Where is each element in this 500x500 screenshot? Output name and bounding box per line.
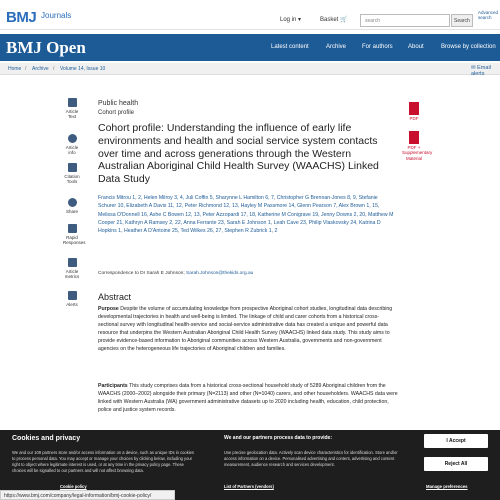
sidebar-article-text[interactable] <box>63 98 81 120</box>
cookie-title: Cookies and privacy <box>12 435 81 442</box>
accept-cookies-button[interactable]: I Accept <box>424 434 488 448</box>
purpose-text: Despite the volume of accumulating knowledge from prospective Aboriginal cohort studies, longitudinal data describing developmental trajectories in health and well-being is limited. The linkage of child and carer cohorts from a historical cross-sectional survey with longitudinal health-service and social-service administrative data has created a unique and powerful data resource that underpins the Western Australian Aboriginal Child Health Survey (WAACHS) linked data study. This study aims to provide evidence-based information to Aboriginal communities across Western Australia, governments and non-government agencies on the heterogeneous life trajectories of Aboriginal children and families. <box>98 306 393 353</box>
pdf-label: PDF <box>409 116 419 121</box>
status-bar-url: https://www.bmj.com/company/legal-information/bmj-cookie-policy/ <box>0 490 175 500</box>
pdf-icon <box>409 131 419 144</box>
author-list[interactable]: Francis Mitrou 1, 2, Helen Milroy 3, 4, Juli Coffin 5, Sharynne L Hamilton 6, 7, Christopher G Brennan-Jones 8, 9, Stefanie Schurer 10, Elizabeth A Davis 11, 12, Peter Richmond 12, 13, Hayley M Passmore 14, Glenn Pearson 7, Alex Brown 1, 15, Melissa O'Donnell 16, Ashe C Bowen 12, 13, Peter Azzopardi 17, 18, Katherine M Conigrave 19, Jenny Downs 2, 20, Matthew M Cooper 21, Kathryn A Ramsey 2, 22, Anna Ferrante 23, Sarah E Johnson 1, Leah Cave 23, Philip Vlaskovsky 24, Katrina D Hopkins 1, Heather A D'Antoine 25, Ted Wilkes 26, 27, Stephen R Zubrick 1, 2 <box>98 195 394 235</box>
journals-logo-text[interactable]: Journals <box>41 11 72 20</box>
correspondence-label: Correspondence to Dr Sarah E Johnson; <box>98 271 185 276</box>
sidebar-share[interactable] <box>63 198 81 214</box>
sidebar-alerts[interactable] <box>63 291 81 307</box>
breadcrumb-separator: / <box>53 66 55 72</box>
partners-text: Use precise geolocation data. Actively scan device characteristics for identification. Store and/or access information on a device. Personalised advertising and content, advertising and content measurement, audience research and services development. <box>224 450 398 468</box>
share-icon <box>68 198 77 207</box>
search-button[interactable]: Search <box>451 14 473 27</box>
info-icon <box>68 134 77 143</box>
basket-label: Basket <box>320 17 339 23</box>
mail-icon: ✉ <box>471 65 476 71</box>
nav-archive[interactable]: Archive <box>326 44 347 50</box>
bmj-logo[interactable]: BMJ <box>6 9 37 26</box>
correspondence-email[interactable]: Sarah.Johnson@thekids.org.au <box>186 271 254 276</box>
article-section[interactable]: Public health <box>98 100 139 107</box>
nav-for-authors[interactable]: For authors <box>362 44 393 50</box>
speech-bubble-icon <box>68 224 77 233</box>
mail-icon <box>68 291 77 300</box>
journal-title[interactable]: BMJ Open <box>6 38 86 57</box>
sidebar-article-info[interactable] <box>63 134 81 156</box>
sidebar-label: Rapid Responses <box>63 235 86 246</box>
abstract-purpose <box>98 305 398 353</box>
sidebar-label: Share <box>65 209 78 214</box>
sidebar-label: Article metrics <box>64 269 80 280</box>
search-input[interactable]: search <box>360 14 450 27</box>
article-title: Cohort profile: Understanding the influence of early life environments and health and social service system contacts over time and across generations through the Western Australian Aboriginal Child Health Survey (WAACHS) Linked Data Study <box>98 122 379 186</box>
email-alerts-link[interactable] <box>471 65 500 77</box>
nav-browse-by-collection[interactable]: Browse by collection <box>441 44 496 50</box>
nav-about[interactable]: About <box>408 44 424 50</box>
document-icon <box>68 98 77 107</box>
participants-text: This study comprises data from a historical cross-sectional household study of 5289 Aboriginal children from the WAACHS (2000–2002) alongside their primary (N=2113) and other (N=1040) carers, and other householders. WAACHS data were linked with Western Australia (WA) government administrative datasets up to 2020 including health, education, child protection, police and justice system records. <box>98 383 398 414</box>
email-alerts-label: Email alerts <box>471 65 491 77</box>
abstract-participants <box>98 382 398 414</box>
cookie-text: We and our 109 partners store and/or access information on a device, such as unique IDs in cookies to process personal data. You may accept or manage your choices by clicking below, including your right to object where legitimate interest is used, or at any time in the privacy policy page. These choices will be signalled to our partners and will not affect browsing data. <box>12 450 194 474</box>
login-label: Log in <box>280 17 297 23</box>
sidebar-label: Citation Tools <box>64 174 80 185</box>
reject-cookies-button[interactable]: Reject All <box>424 457 488 471</box>
bar-chart-icon <box>68 258 77 267</box>
manage-preferences-link[interactable]: Manage preferences <box>426 484 468 489</box>
login-link[interactable] <box>280 16 301 23</box>
basket-link[interactable] <box>320 16 348 23</box>
correspondence <box>98 271 394 276</box>
pdf-supplementary-link[interactable] <box>402 131 433 161</box>
advanced-search-link[interactable]: Advanced search <box>478 10 499 20</box>
sidebar-article-metrics[interactable] <box>63 258 81 280</box>
chevron-down-icon: ▾ <box>298 17 302 23</box>
breadcrumb-archive[interactable]: Archive <box>32 66 49 72</box>
breadcrumb-home[interactable]: Home <box>8 66 22 72</box>
sidebar-label: Alerts <box>66 302 78 307</box>
article-type: Cohort profile <box>98 110 135 116</box>
nav-latest-content[interactable]: Latest content <box>271 44 309 50</box>
abstract-heading: Abstract <box>98 292 132 302</box>
breadcrumb-issue[interactable]: Volume 14, Issue 10 <box>60 66 106 72</box>
sidebar-label: Article Text <box>65 109 79 120</box>
partners-title: We and our partners process data to provide: <box>224 435 332 441</box>
pdf-supplementary-label: PDF + Supplementary Material <box>402 145 433 161</box>
quote-icon <box>68 163 77 172</box>
sidebar-citation-tools[interactable] <box>63 163 81 185</box>
sidebar-label: Article info <box>65 145 79 156</box>
pdf-icon <box>409 102 419 115</box>
cookie-policy-link[interactable]: Cookie policy <box>60 484 87 489</box>
partners-list-link[interactable]: List of Partners (vendors) <box>224 484 274 489</box>
basket-icon: 🛒 <box>340 17 348 23</box>
pdf-link[interactable] <box>402 102 426 121</box>
breadcrumb-separator: / <box>25 66 27 72</box>
participants-label: Participants <box>98 383 128 389</box>
sidebar-rapid-responses[interactable] <box>63 224 86 246</box>
purpose-label: Purpose <box>98 306 119 312</box>
